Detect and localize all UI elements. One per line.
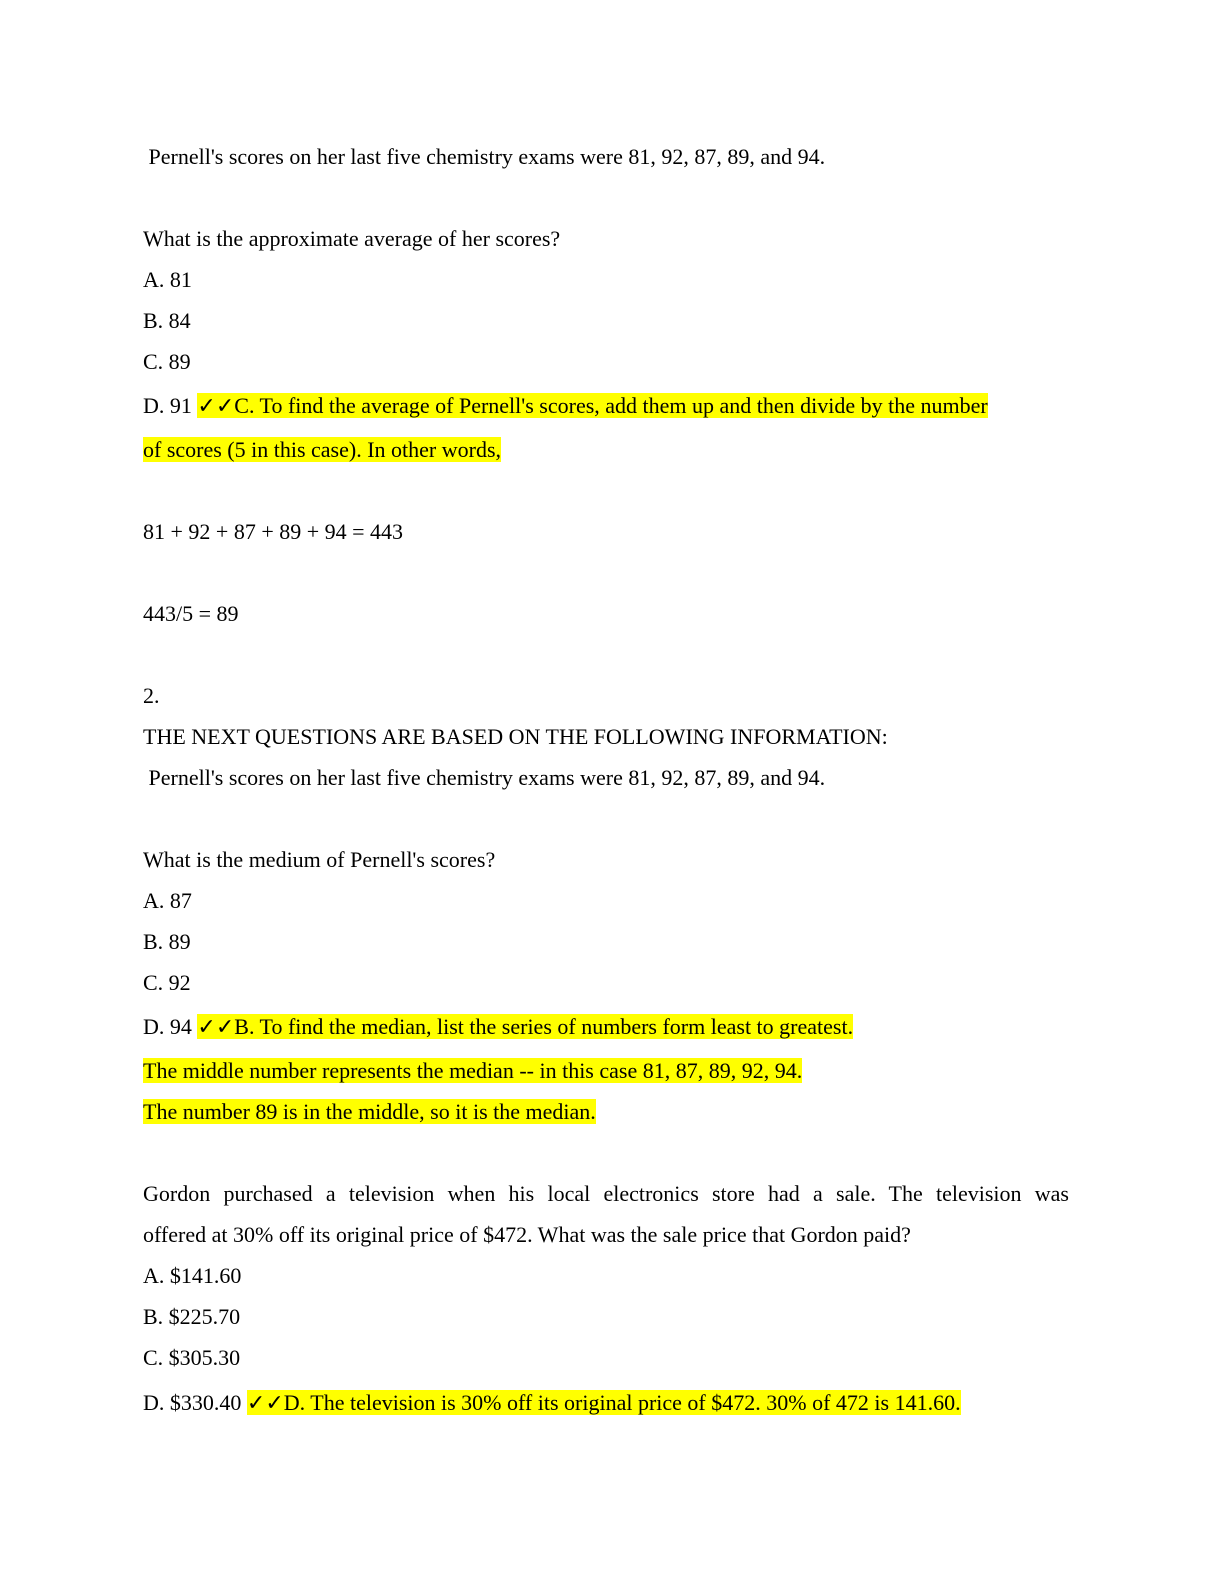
q1-option-c: C. 89 bbox=[143, 349, 191, 374]
q1-option-d-row bbox=[143, 392, 988, 420]
q1-answer-line2: of scores (5 in this case). In other words, bbox=[143, 437, 502, 462]
q2-heading: THE NEXT QUESTIONS ARE BASED ON THE FOLLOWING INFORMATION: bbox=[143, 724, 888, 749]
q3-option-d: D. $330.40 bbox=[143, 1390, 242, 1415]
q2-answer-highlight bbox=[197, 1014, 853, 1039]
q2-stem: Pernell's scores on her last five chemistry exams were 81, 92, 87, 89, and 94. bbox=[143, 765, 826, 790]
q2-answer-row2 bbox=[143, 1057, 802, 1085]
q3-question-line1: Gordon purchased a television when his local electronics store had a sale. The television was bbox=[143, 1181, 1069, 1206]
q1-answer-highlight bbox=[197, 393, 987, 418]
q1-calc-sum: 81 + 92 + 87 + 89 + 94 = 443 bbox=[143, 519, 404, 544]
q2-option-a: A. 87 bbox=[143, 888, 192, 913]
q1-answer-row2 bbox=[143, 436, 501, 464]
q2-option-c: C. 92 bbox=[143, 970, 191, 995]
q1-question: What is the approximate average of her scores? bbox=[143, 226, 561, 251]
q2-answer-line3: The number 89 is in the middle, so it is the median. bbox=[143, 1099, 596, 1124]
q3-option-b: B. $225.70 bbox=[143, 1304, 241, 1329]
q2-question: What is the medium of Pernell's scores? bbox=[143, 847, 496, 872]
q1-stem: Pernell's scores on her last five chemistry exams were 81, 92, 87, 89, and 94. bbox=[143, 144, 826, 169]
q2-option-b: B. 89 bbox=[143, 929, 191, 954]
q1-option-b: B. 84 bbox=[143, 308, 191, 333]
q3-option-a: A. $141.60 bbox=[143, 1263, 242, 1288]
checkmark-icon: ✓✓ bbox=[197, 394, 235, 419]
q2-answer-row3 bbox=[143, 1098, 596, 1126]
q1-option-d: D. 91 bbox=[143, 393, 192, 418]
q2-option-d: D. 94 bbox=[143, 1014, 192, 1039]
q2-option-d-row bbox=[143, 1013, 853, 1041]
q3-option-d-row bbox=[143, 1389, 961, 1417]
checkmark-icon: ✓✓ bbox=[197, 1015, 235, 1040]
q2-answer-line1: B. To find the median, list the series of numbers form least to greatest. bbox=[234, 1014, 854, 1039]
q3-option-c: C. $305.30 bbox=[143, 1345, 241, 1370]
q1-calc-divide: 443/5 = 89 bbox=[143, 601, 239, 626]
q3-question-line2: offered at 30% off its original price of $472. What was the sale price that Gordon paid? bbox=[143, 1222, 911, 1247]
q2-answer-line2: The middle number represents the median -- in this case 81, 87, 89, 92, 94. bbox=[143, 1058, 803, 1083]
q3-answer-highlight bbox=[247, 1390, 961, 1415]
q1-answer-line1: C. To find the average of Pernell's scores, add them up and then divide by the number bbox=[234, 393, 988, 418]
q3-answer-line1: D. The television is 30% off its original price of $472. 30% of 472 is 141.60. bbox=[283, 1390, 961, 1415]
checkmark-icon: ✓✓ bbox=[246, 1391, 284, 1416]
q1-option-a: A. 81 bbox=[143, 267, 192, 292]
q2-number: 2. bbox=[143, 683, 160, 708]
